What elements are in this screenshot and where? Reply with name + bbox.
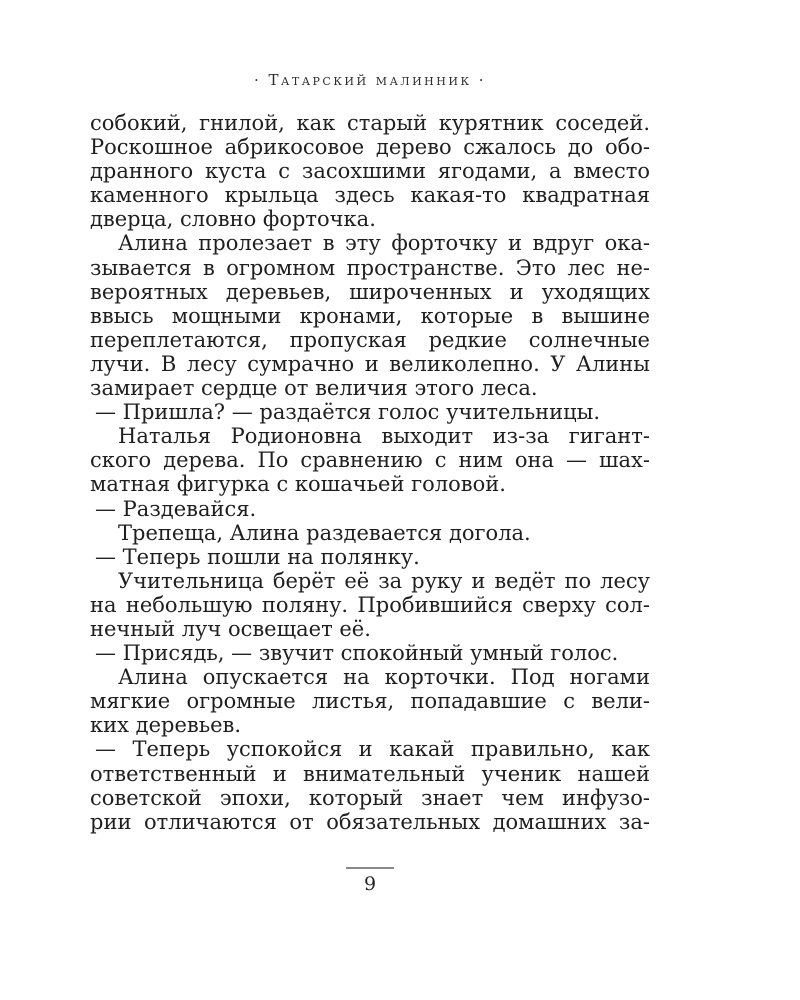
text-line: переплетаются, пропуская редкие солнечные: [90, 327, 650, 352]
text-line: Алина опускается на корточки. Под ногами: [118, 665, 650, 690]
running-head: · Татарский малинник ·: [253, 71, 487, 89]
text-line: советской эпохи, который знает чем инфузо-: [90, 785, 650, 810]
text-line: — Присядь, — звучит спокойный умный голос.: [95, 641, 619, 666]
text-line: Наталья Родионовна выходит из-за гигант-: [118, 424, 650, 449]
text-line: ввысь мощными кронами, которые в вышине: [90, 303, 650, 328]
footer-divider: [346, 867, 394, 869]
text-line: матная фигурка с кошачьей головой.: [90, 472, 506, 497]
text-line: дранного куста с засохшими ягодами, а вместо: [90, 159, 650, 184]
text-line: Роскошное абрикосовое дерево сжалось до обо-: [90, 135, 650, 160]
text-line: замирает сердце от величия этого леса.: [90, 376, 538, 401]
text-line: вероятных деревьев, широченных и уходящих: [90, 279, 650, 304]
text-line: — Пришла? — раздаётся голос учительницы.: [95, 400, 601, 425]
text-line: ответственный и внимательный ученик нашей: [90, 761, 650, 786]
text-line: ких деревьев.: [90, 713, 242, 738]
text-line: рии отличаются от обязательных домашних за-: [90, 809, 650, 834]
text-line: нечный луч освещает её.: [90, 616, 371, 641]
text-line: собокий, гнилой, как старый курятник соседей.: [90, 111, 650, 135]
text-line: — Теперь успокойся и какай правильно, как: [95, 737, 650, 762]
text-line: каменного крыльца здесь какая-то квадратная: [90, 183, 650, 208]
text-line: лучи. В лесу сумрачно и великолепно. У Алины: [90, 351, 650, 376]
text-line: на небольшую поляну. Пробившийся сверху сол-: [90, 592, 650, 617]
text-line: ского дерева. По сравнению с ним она — шах-: [90, 448, 650, 473]
body-text: [90, 111, 650, 834]
text-line: — Раздевайся.: [95, 496, 257, 521]
text-line: — Теперь пошли на полянку.: [95, 544, 420, 569]
text-line: Алина пролезает в эту форточку и вдруг ока-: [118, 231, 650, 256]
page-number: 9: [363, 873, 377, 895]
text-line: зывается в огромном пространстве. Это лес не-: [90, 255, 650, 280]
text-line: Учительница берёт её за руку и ведёт по лесу: [118, 568, 650, 593]
text-line: мягкие огромные листья, попадавшие с вели-: [90, 689, 650, 714]
text-line: Трепеща, Алина раздевается догола.: [118, 520, 531, 545]
text-line: дверца, словно форточка.: [90, 207, 376, 232]
